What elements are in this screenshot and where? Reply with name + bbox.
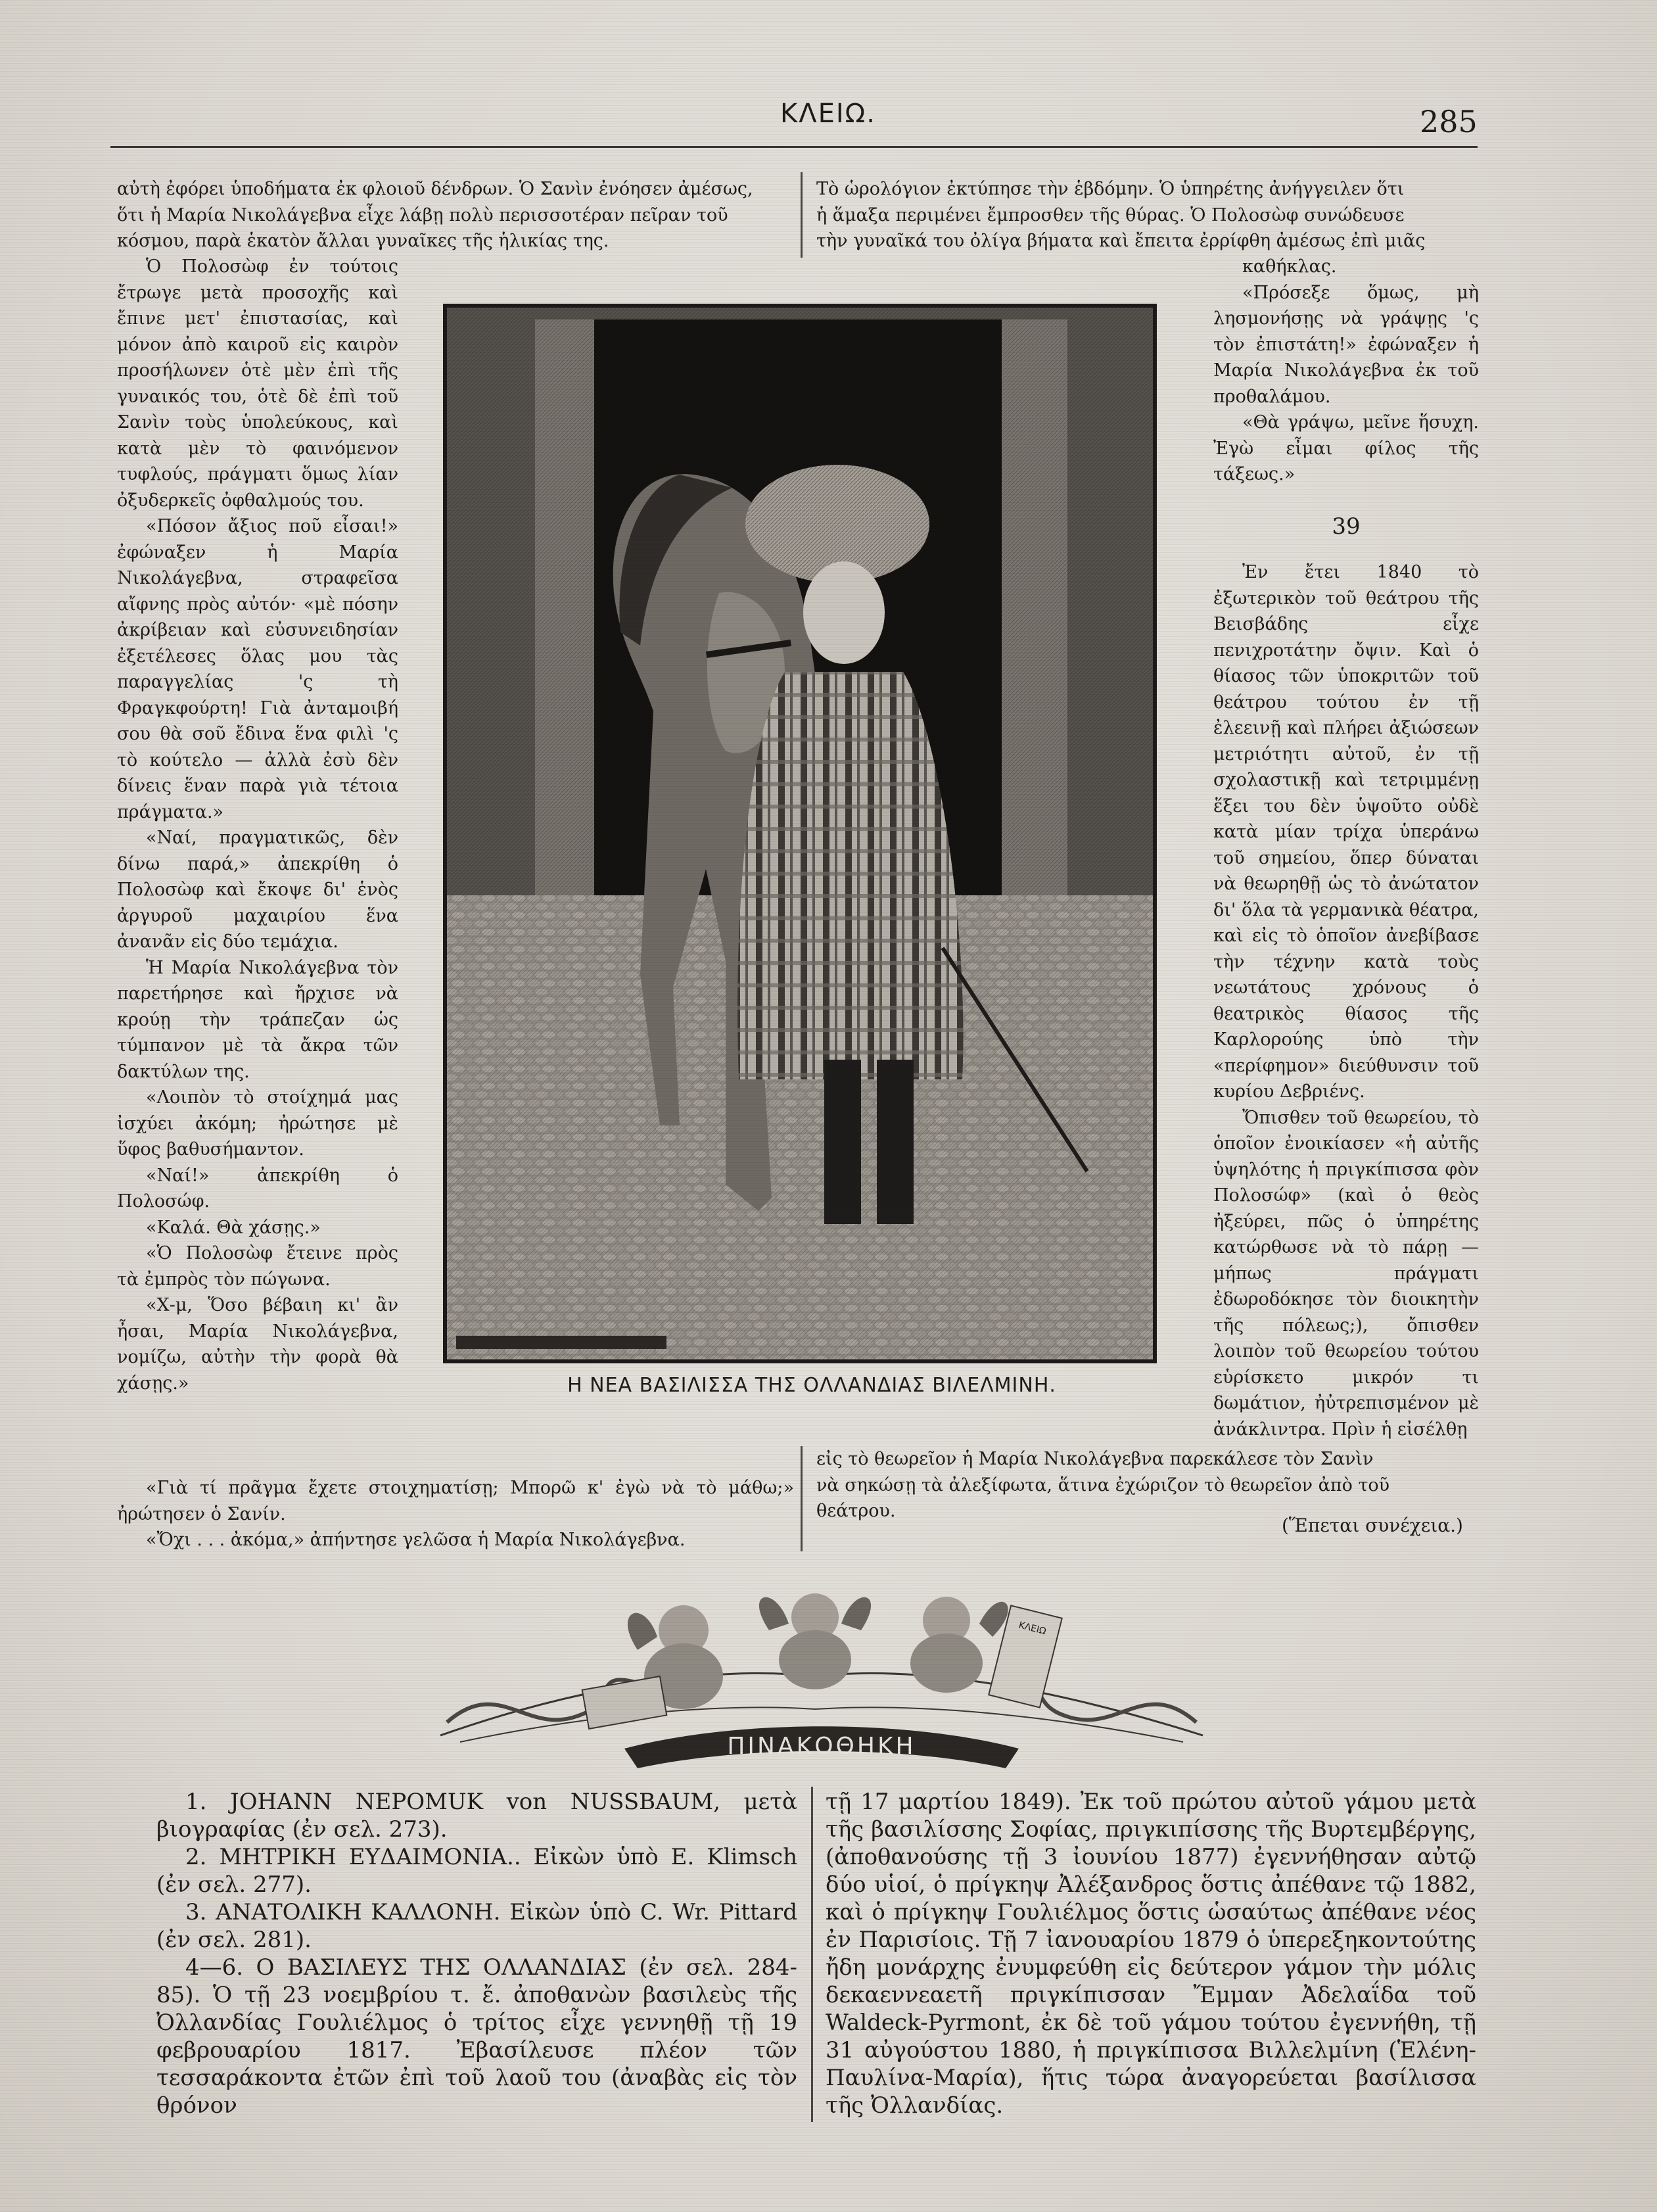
paragraph: «Πρόσεξε ὅμως, μὴ λησμονήσῃς νὰ γράψῃς 'ς τὸν ἐπιστάτη!» ἐφώναξεν ἡ Μαρία Νικολάγεβνα ἐκ τοῦ προθαλάμου.: [1213, 282, 1479, 407]
header-rule: [110, 146, 1478, 148]
text-line: ἡ ἅμαξα περιμένει ἔμπροσθεν τῆς θύρας. Ὁ Πολοσὼφ συνώδευσε: [816, 204, 1405, 225]
paragraph: Ἐν ἔτει 1840 τὸ ἐξωτερικὸν τοῦ θεάτρου τῆς Βεισβάδης εἶχε πενιχροτάτην ὄψιν. Καὶ ὁ θίασος τῶν ὑποκριτῶν τοῦ θεάτρου τούτου ἐν τῇ ἐλεεινῇ καὶ πλήρει ἀξιώσεων μετριότητι αὐτοῦ, ἐν τῇ σχολαστικῇ καὶ τετριμμένῃ ἕξει του δὲν ὑψοῦτο οὐδὲ κατὰ μίαν τρίχα ὑπεράνω τοῦ σημείου, ὅπερ δύναται νὰ θεωρηθῇ ὡς τὸ ἀνώτατον δι' ὅλα τὰ γερμανικὰ θέατρα, καὶ εἰς τὸ ὁποῖον ἀνεβίβασε τὴν τέχνην κατὰ τοὺς νεωτάτους χρόνους ὁ θεατρικὸς θίασος τῆς Καρλορούης ὑπὸ τὴν «περίφημον» διεύθυνσιν τοῦ κυρίου Δεβριένς.: [1213, 562, 1479, 1102]
pinakotheke-vignette: [421, 1584, 1223, 1768]
bottom-column-divider: [811, 1787, 813, 2122]
paragraph: Ὁ Πολοσὼφ ἐν τούτοις ἔτρωγε μετὰ προσοχῆς καὶ ἔπινε μετ' ἐπιστασίας, καὶ μόνον ἀπὸ καιροῦ εἰς καιρὸν προσήλωνεν ὁτὲ μὲν ἐπὶ τῆς γυναικός του, ὁτὲ δὲ ἐπὶ τοῦ Σανὶν τοὺς ὑπολεύκους, καὶ κατὰ μὲν τὸ φαινόμενον τυφλούς, πράγματι ὅμως λίαν ὀξυδερκεῖς ὀφθαλμούς του.: [117, 256, 398, 511]
left-bottom-lines: [117, 1475, 794, 1553]
picture-entry: 3. ΑΝΑΤΟΛΙΚΗ ΚΑΛΛΟΝΗ. Εἰκὼν ὑπὸ C. Wr. Pittard (ἐν σελ. 281).: [156, 1899, 797, 1953]
text-line: εἰς τὸ θεωρεῖον ἡ Μαρία Νικολάγεβνα παρεκάλεσε τὸν Σανὶν: [816, 1449, 1374, 1469]
text-line: «Γιὰ τί πρᾶγμα ἔχετε στοιχηματίσῃ; Μπορῶ κ' ἐγὼ νὰ τὸ μάθω;» ἠρώτησεν ὁ Σανίν.: [117, 1478, 794, 1524]
paragraph: Ἡ Μαρία Νικολάγεβνα τὸν παρετήρησε καὶ ἤρχισε νὰ κρούῃ τὴν τράπεζαν ὡς τύμπανον μὲ τὰ ἄκρα τῶν δακτύλων της.: [117, 957, 398, 1082]
paragraph: «Καλά. Θὰ χάσῃς.»: [146, 1217, 321, 1238]
right-narrow-column: [1213, 254, 1479, 1442]
text-line: Τὸ ὡρολόγιον ἐκτύπησε τὴν ἑβδόμην. Ὁ ὑπηρέτης ἀνήγγειλεν ὅτι: [816, 179, 1405, 199]
text-line: τὴν γυναῖκά του ὀλίγα βήματα καὶ ἔπειτα ἐρρίφθη ἀμέσως ἐπὶ μιᾶς: [816, 231, 1426, 251]
engraving-illustration: [443, 304, 1157, 1363]
pinakotheke-left-column: [156, 1788, 797, 2119]
paragraph: «Χ-μ, Ὅσο βέβαιη κι' ἂν ἦσαι, Μαρία Νικολάγεβνα, νομίζω, αὐτὴν τὴν φορὰ θὰ χάσῃς.»: [117, 1295, 398, 1394]
column-divider-top: [801, 172, 803, 258]
paper-lettering: ΚΛΕΙΩ: [1017, 1620, 1048, 1637]
right-bottom-lines: [816, 1446, 1482, 1524]
king-biography: τῇ 17 μαρτίου 1849). Ἐκ τοῦ πρώτου αὐτοῦ γάμου μετὰ τῆς βασιλίσσης Σοφίας, πριγκιπίσσης τῆς Βυρτεμβέργης, (ἀποθανούσης τῇ 3 ἰουνίου 1877) ἐγεννήθησαν αὐτῷ δύο υἱοί, ὁ πρίγκηψ Ἀλέξανδρος ὅστις ἀπέθανε τῷ 1882, καὶ ὁ πρίγκηψ Γουλιέλμος ὅστις ὡσαύτως ἀπέθανε νέος ἐν Παρισίοις. Τῇ 7 ἰανουαρίου 1879 ὁ ὑπερεξηκοντούτης ἤδη μονάρχης ἐνυμφεύθη εἰς δεύτερον γάμον τὴν μόλις δεκαεννεαετῆ πριγκίπισσαν Ἔμμαν Ἀδελαΐδα τοῦ Waldeck-Pyrmont, ἐκ δὲ τοῦ γάμου τούτου ἐγεννήθη, τῇ 31 αὐγούστου 1880, ἡ πριγκίπισσα Βιλλελμίνη (Ἑλένη-Παυλίνα-Μαρία), ἥτις τώρα ἀναγορεύεται βασίλισσα τῆς Ὀλλανδίας.: [826, 1789, 1476, 2119]
illustration-caption: Η ΝΕΑ ΒΑΣΙΛΙΣΣΑ ΤΗΣ ΟΛΛΑΝΔΙΑΣ ΒΙΛΕΛΜΙΝΗ.: [567, 1374, 1056, 1397]
paragraph: καθήκλας.: [1242, 256, 1337, 277]
left-top-lines: [117, 176, 793, 254]
paragraph: «Ὁ Πολοσὼφ ἔτεινε πρὸς τὰ ἐμπρὸς τὸν πώγωνα.: [117, 1243, 398, 1290]
text-line: αὐτὴ ἐφόρει ὑποδήματα ἐκ φλοιοῦ δένδρων. Ὁ Σανὶν ἐνόησεν ἀμέσως,: [117, 179, 753, 199]
paragraph: «Θὰ γράψω, μεῖνε ἥσυχη. Ἐγὼ εἶμαι φίλος τῆς τάξεως.»: [1213, 412, 1479, 484]
paragraph: «Πόσον ἄξιος ποῦ εἶσαι!» ἐφώναξεν ἡ Μαρία Νικολάγεβνα, στραφεῖσα αἴφνης πρὸς αὐτόν· «μὲ πόσην ἀκρίβειαν καὶ εὐσυνειδησίαν ἐξετέλεσες ὅλας μου τὰς παραγγελίας 'ς τὴ Φραγκφούρτη! Γιὰ ἀνταμοιβή σου θὰ σοῦ ἔδινα ἕνα φιλὶ 'ς τὸ κούτελο — ἀλλὰ ἐσὺ δὲν δίνεις ἕναν παρὰ γιὰ τέτοια πράγματα.»: [117, 516, 398, 822]
paragraph: «Ναί!» ἀπεκρίθη ὁ Πολοσώφ.: [117, 1165, 398, 1212]
text-line: «Ὄχι . . . ἀκόμα,» ἀπήντησε γελῶσα ἡ Μαρία Νικολάγεβνα.: [146, 1530, 686, 1550]
paragraph: «Ναί, πραγματικῶς, δὲν δίνω παρά,» ἀπεκρίθη ὁ Πολοσὼφ καὶ ἔκοψε δι' ἑνὸς ἀργυροῦ μαχαιρίου ἕνα ἀνανᾶν εἰς δύο τεμάχια.: [117, 828, 398, 952]
paragraph: «Λοιπὸν τὸ στοίχημά μας ἰσχύει ἀκόμη; ἠρώτησε μὲ ὕφος βαθυσήμαντον.: [117, 1087, 398, 1160]
picture-entry: 2. ΜΗΤΡΙΚΗ ΕΥΔΑΙΜΟΝΙΑ.. Εἰκὼν ὑπὸ E. Klimsch (ἐν σελ. 277).: [156, 1844, 797, 1898]
text-line: θεάτρου.: [816, 1501, 896, 1521]
text-line: κόσμου, παρὰ ἑκατὸν ἄλλαι γυναῖκες τῆς ἡλικίας της.: [117, 231, 609, 251]
paragraph: Ὄπισθεν τοῦ θεωρείου, τὸ ὁποῖον ἐνοικίασεν «ἡ αὐτῆς ὑψηλότης ἡ πριγκίπισσα φὸν Πολοσώφ» (καὶ ὁ θεὸς ἠξεύρει, πῶς ὁ ὑπηρέτης κατώρθωσε νὰ τὸ πάρῃ — μήπως πράγματι ἐδωροδόκησε τὸν διοικητὴν τῆς πόλεως;), ὄπισθεν λοιπὸν τοῦ θεωρείου τούτου εὑρίσκετο μικρόν τι δωμάτιον, ἠὐτρεπισμένον μὲ ἀνάκλιντρα. Πρὶν ἡ εἰσέλθῃ: [1213, 1107, 1479, 1440]
text-line: νὰ σηκώσῃ τὰ ἀλεξίφωτα, ἅτινα ἐχώριζον τὸ θεωρεῖον ἀπὸ τοῦ: [816, 1474, 1390, 1495]
vignette-label: ΠΙΝΑΚΟΘΗΚΗ: [727, 1733, 916, 1760]
text-line: ὅτι ἡ Μαρία Νικολάγεβνα εἶχε λάβῃ πολὺ περισσοτέραν πεῖραν τοῦ: [117, 204, 728, 225]
picture-entry: 4—6. Ο ΒΑΣΙΛΕΥΣ ΤΗΣ ΟΛΛΑΝΔΙΑΣ (ἐν σελ. 284-85). Ὁ τῇ 23 νοεμβρίου τ. ἔ. ἀποθανὼν βασιλεὺς τῆς Ὀλλανδίας Γουλιέλμος ὁ τρίτος εἶχε γεννηθῇ τῇ 19 φεβρουαρίου 1817. Ἐβασίλευσε πλέον τῶν τεσσαράκοντα ἐτῶν ἐπὶ τοῦ λαοῦ του (ἀναβὰς εἰς τὸν θρόνον: [156, 1954, 797, 2119]
picture-entry: 1. JOHANN NEPOMUK von NUSSBAUM, μετὰ βιογραφίας (ἐν σελ. 273).: [156, 1789, 797, 1843]
right-top-lines: [816, 176, 1482, 254]
running-title: ΚΛΕΙΩ.: [780, 99, 876, 129]
continued-note: (Ἕπεται συνέχεια.): [1282, 1515, 1463, 1536]
page-number: 285: [1420, 104, 1478, 139]
left-narrow-column: [117, 254, 398, 1396]
column-divider-bottom: [801, 1446, 803, 1551]
pinakotheke-right-column: [826, 1788, 1476, 2119]
section-number: 39: [1332, 513, 1361, 540]
